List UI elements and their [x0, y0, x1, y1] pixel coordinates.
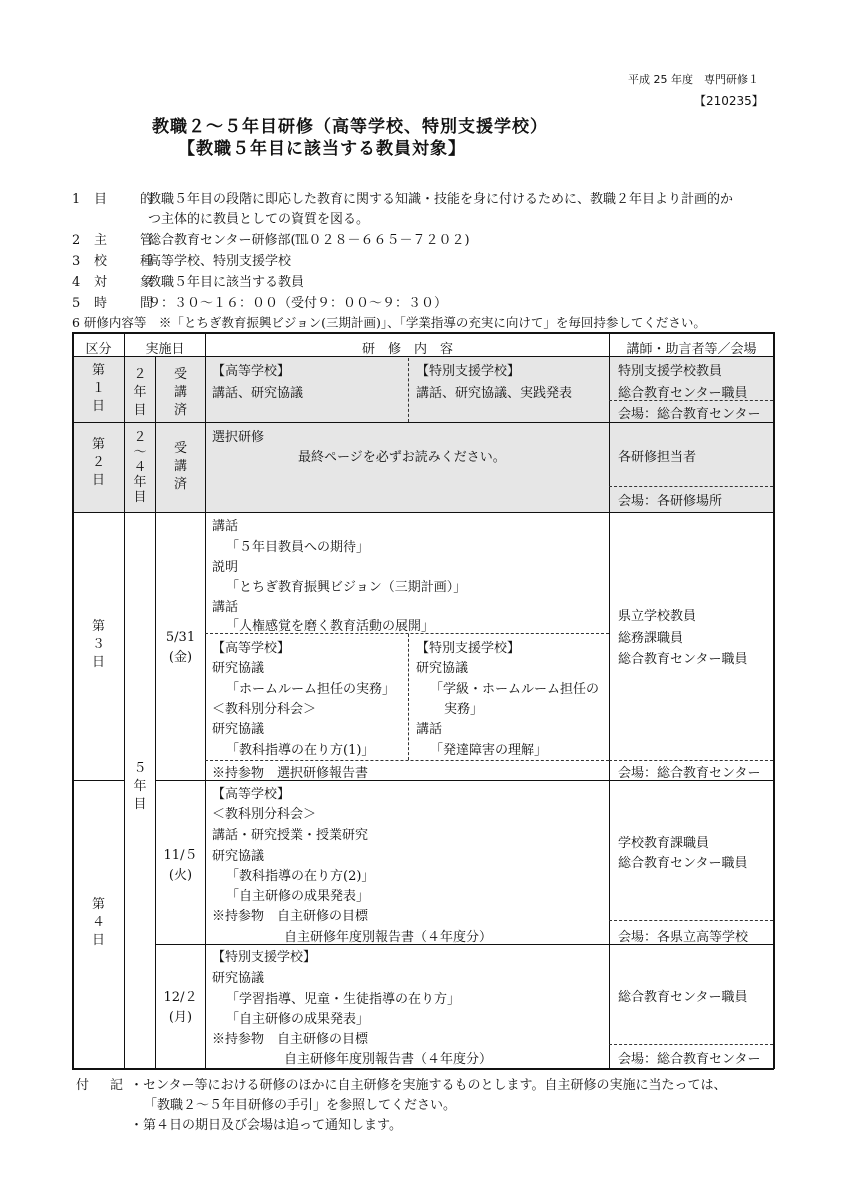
day1-date: 受 講 済	[173, 367, 187, 418]
day1-sp-text: 講話、研究協議、実践発表	[416, 386, 573, 401]
item-management: 2 主 管総合教育センター研修部(℡０２８－６６５－７２０２)	[72, 233, 470, 248]
day3-venue: 会場：総合教育センター	[618, 766, 761, 781]
page-subtitle: 【教職５年目に該当する教員対象】	[178, 139, 466, 159]
day4-a-2: ＜教科別分科会＞	[212, 807, 317, 822]
day3-line-6: 「人権感覚を磨く教育活動の展開」	[226, 619, 435, 634]
day3-hs-4: ＜教科別分科会＞	[212, 702, 317, 717]
header-kubun: 区分	[85, 342, 112, 357]
year-program-label: 平成 25 年度 専門研修１	[628, 73, 759, 86]
day3-line-1: 講話	[212, 519, 239, 534]
item-target: 4 対 象教職５年目に該当する教員	[72, 275, 305, 290]
day3-line-5: 講話	[212, 600, 239, 615]
day4-b-4: 「自主研修の成果発表」	[226, 1012, 370, 1027]
day4-a-4: 研究協議	[212, 849, 265, 864]
day4-a-lecturer-1: 学校教育課職員	[618, 836, 710, 851]
day3-hs-5: 研究協議	[212, 722, 265, 737]
day2-lecturer: 各研修担当者	[618, 450, 697, 465]
day4-a-lecturer-2: 総合教育センター職員	[618, 856, 748, 871]
day1-hs-text: 講話、研究協議	[212, 386, 304, 401]
day2-year: ２ ～ ４ 年 目	[133, 430, 147, 505]
day3-lecturer-1: 県立学校教員	[618, 609, 697, 624]
item-purpose-cont: つ主体的に教員としての資質を図る。	[148, 212, 370, 227]
day4-a-8: 自主研修年度別報告書（４年度分）	[284, 930, 493, 945]
day3-sp-6: 「発達障害の理解」	[430, 743, 548, 758]
year5-label: ５ 年 目	[133, 761, 147, 812]
day1-kubun: 第 １ 日	[91, 363, 105, 414]
day4-a-7: ※持参物 自主研修の目標	[212, 909, 369, 924]
note-1-cont: 「教職２～５年目研修の手引」を参照してください。	[144, 1098, 457, 1113]
day3-sp-3: 「学級・ホームルーム担任の	[430, 682, 600, 697]
day4-b-lecturer: 総合教育センター職員	[618, 990, 748, 1005]
day2-line-1: 選択研修	[212, 430, 265, 445]
day3-lecturer-3: 総合教育センター職員	[618, 652, 748, 667]
day4-b-3: 「学習指導、児童・生徒指導の在り方」	[226, 992, 461, 1007]
day3-hs-3: 「ホームルーム担任の実務」	[226, 682, 396, 697]
program-code: 【210235】	[694, 94, 764, 108]
day4-b-1: 【特別支援学校】	[212, 950, 317, 965]
note-2: ・第４日の期日及び会場は追って通知します。	[130, 1118, 402, 1133]
day2-venue: 会場：各研修場所	[618, 494, 723, 509]
day3-sp-1: 【特別支援学校】	[416, 641, 521, 656]
day4-a-venue: 会場：各県立高等学校	[618, 930, 749, 945]
day1-hs-head: 【高等学校】	[212, 364, 291, 379]
header-date: 実施日	[145, 342, 185, 357]
day3-date: 5/31 (金)	[165, 630, 196, 665]
day3-hs-2: 研究協議	[212, 661, 265, 676]
notes-label: 付 記	[76, 1078, 128, 1093]
day4-b-date: 12/２ (月)	[163, 990, 198, 1025]
day4-b-6: 自主研修年度別報告書（４年度分）	[284, 1052, 493, 1067]
header-lecturer: 講師・助言者等／会場	[626, 342, 757, 357]
day3-sp-5: 講話	[416, 722, 443, 737]
note-1: ・センター等における研修のほかに自主研修を実施するものとします。自主研修の実施に当たっては、	[130, 1078, 727, 1093]
day3-sp-4: 実務」	[444, 702, 484, 717]
day3-kubun: 第 ３ 日	[91, 619, 105, 670]
day3-line-3: 説明	[212, 560, 239, 575]
day4-a-1: 【高等学校】	[212, 787, 291, 802]
item-purpose: 1 目 的教職５年目の段階に即応した教育に関する知識・技能を身に付けるために、教職２年目より計画的か	[72, 192, 734, 207]
day4-b-venue: 会場：総合教育センター	[618, 1052, 761, 1067]
day2-kubun: 第 ２ 日	[91, 437, 105, 488]
day2-date: 受 講 済	[173, 441, 187, 492]
day4-a-3: 講話・研究授業・授業研究	[212, 828, 369, 843]
item-school-type: 3 校 種高等学校、特別支援学校	[72, 254, 292, 269]
day4-a-6: 「自主研修の成果発表」	[226, 889, 370, 904]
day1-sp-head: 【特別支援学校】	[416, 364, 521, 379]
day3-line-2: 「５年目教員への期待」	[226, 540, 370, 555]
day3-line-4: 「とちぎ教育振興ビジョン（三期計画）」	[226, 580, 467, 595]
day2-line-2: 最終ページを必ずお読みください。	[298, 450, 506, 465]
day4-kubun: 第 ４ 日	[91, 897, 105, 948]
day1-lecturer-2: 総合教育センター職員	[618, 386, 748, 401]
day3-sp-2: 研究協議	[416, 661, 469, 676]
day4-a-date: 11/５ (火)	[163, 848, 198, 883]
day1-venue: 会場：総合教育センター	[618, 407, 761, 422]
header-content: 研 修 内 容	[361, 342, 453, 357]
day1-lecturer-1: 特別支援学校教員	[618, 364, 723, 379]
day4-a-5: 「教科指導の在り方(2)」	[226, 869, 375, 884]
day3-note: ※持参物 選択研修報告書	[212, 766, 369, 781]
day4-b-5: ※持参物 自主研修の目標	[212, 1032, 369, 1047]
day1-year: ２ 年 目	[133, 367, 147, 418]
day4-b-2: 研究協議	[212, 971, 265, 986]
day3-lecturer-2: 総務課職員	[618, 631, 684, 646]
day3-hs-6: 「教科指導の在り方(1)」	[226, 743, 375, 758]
day3-hs-1: 【高等学校】	[212, 641, 291, 656]
page-title: 教職２～５年目研修（高等学校、特別支援学校）	[152, 117, 548, 137]
item-time: 5 時 間９：３０～１６：００（受付９：００～９：３０）	[72, 296, 448, 311]
item-content-note: 6 研修内容等 ※「とちぎ教育振興ビジョン(三期計画)」、「学業指導の充実に向けて」を毎回持参してください。	[72, 315, 706, 330]
